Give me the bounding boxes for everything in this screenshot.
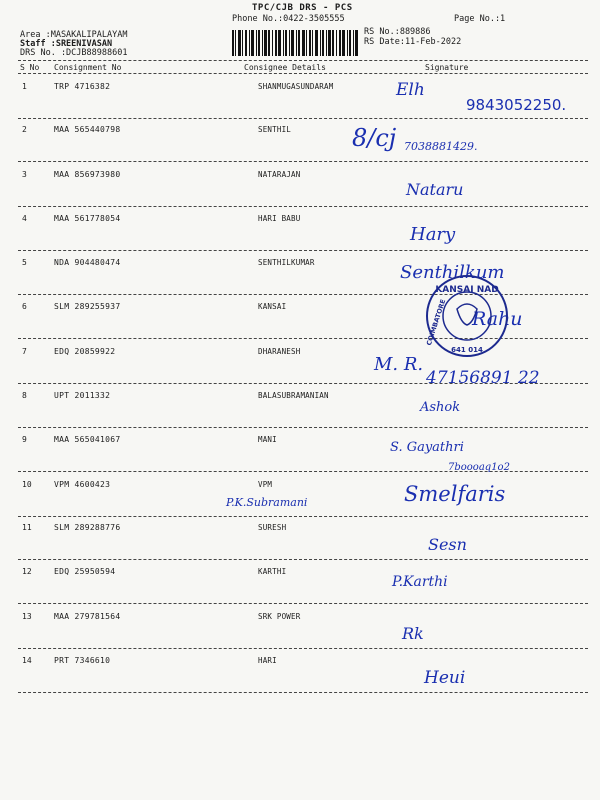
page-number: Page No.:1 [454,14,506,24]
column-header-consignee: Consignee Details [244,63,326,72]
column-header-signature: Signature [425,63,469,72]
signature-9: S. Gayathri [390,440,464,455]
row-serial-number: 10 [22,480,32,489]
row-consignment-number: UPT 2011332 [54,391,111,400]
header-divider [18,60,588,61]
row-consignment-number: MAA 565440798 [54,125,121,134]
row-serial-number: 11 [22,523,32,532]
row-serial-number: 4 [22,214,27,223]
rs-date: RS Date:11-Feb-2022 [364,37,462,47]
row-serial-number: 5 [22,258,27,267]
row-consignee-name: NATARAJAN [258,170,301,179]
row-divider [18,516,588,517]
row-consignment-number: MAA 561778054 [54,214,121,223]
row-serial-number: 8 [22,391,27,400]
barcode [232,30,358,56]
signature-12: P.Karthi [392,574,448,590]
table-row [0,170,600,210]
column-header-consignment: Consignment No [54,63,122,72]
column-header-sno: S No [20,63,40,72]
row-consignee-name: DHARANESH [258,347,301,356]
table-row [0,125,600,165]
row-consignment-number: SLM 289255937 [54,302,121,311]
row-consignee-name: VPM [258,480,273,489]
signature-8: Ashok [420,400,461,415]
table-row [0,656,600,696]
stamp-text-bottom: 641 014 [451,346,483,354]
row-divider [18,648,588,649]
row-consignee-name: MANI [258,435,277,444]
row-serial-number: 13 [22,612,32,621]
signature-5: Senthilkum [400,262,505,283]
row-consignment-number: NDA 904480474 [54,258,121,267]
row-consignment-number: SLM 289288776 [54,523,121,532]
signature-10: Smelfaris [404,482,506,506]
row-serial-number: 2 [22,125,27,134]
area-label: Area :MASAKALIPALAYAM [20,30,128,40]
document-title: TPC/CJB DRS - PCS [252,3,353,13]
row-consignee-name: SRK POWER [258,612,301,621]
signature-6: Rahu [472,308,523,330]
signature-11: Sesn [428,535,467,554]
row-divider [18,206,588,207]
table-row [0,567,600,607]
phone-note-9: 7boooaq1o2 [448,462,510,473]
phone-note-7: 47156891 22 [426,368,540,388]
signature-4: Hary [410,224,456,245]
row-consignee-name: SHANMUGASUNDARAM [258,82,334,91]
row-consignment-number: MAA 565041067 [54,435,121,444]
row-consignee-name: KARTHI [258,567,287,576]
company-stamp [424,273,510,359]
row-serial-number: 12 [22,567,32,576]
table-row [0,391,600,431]
stamp-text-top: KANSAI NAD [435,285,499,295]
stamp-text-left: COIMBATORE [424,298,448,347]
row-consignment-number: MAA 856973980 [54,170,121,179]
signature-2: 8/cj [352,124,397,152]
signature-13: Rk [402,624,424,643]
table-row [0,258,600,298]
row-divider [18,250,588,251]
rs-number: RS No.:889886 [364,27,431,37]
table-row [0,523,600,563]
signature-14: Heui [424,668,466,688]
row-divider [18,118,588,119]
row-serial-number: 9 [22,435,27,444]
row-divider [18,161,588,162]
row-consignment-number: VPM 4600423 [54,480,111,489]
row-consignment-number: PRT 7346610 [54,656,111,665]
row-consignment-number: EDQ 25950594 [54,567,116,576]
row-consignee-name: HARI [258,656,277,665]
column-header-divider [18,73,588,74]
row-serial-number: 7 [22,347,27,356]
row-consignee-name: SENTHIL [258,125,292,134]
row-consignee-name: SURESH [258,523,287,532]
phone-note-1: 9843052250. [466,96,567,114]
receiver-name-10: P.K.Subramani [226,496,308,509]
row-divider [18,603,588,604]
row-consignment-number: TRP 4716382 [54,82,111,91]
row-consignment-number: MAA 279781564 [54,612,121,621]
phone-number: Phone No.:0422-3505555 [232,14,345,24]
row-serial-number: 3 [22,170,27,179]
table-row [0,612,600,652]
row-divider [18,559,588,560]
phone-note-2: 7038881429. [404,140,478,153]
signature-3: Nataru [406,180,464,199]
signature-7: M. R. [374,354,424,375]
staff-label: Staff :SREENIVASAN [20,39,113,49]
row-divider [18,692,588,693]
row-serial-number: 6 [22,302,27,311]
drs-number: DRS No. :DCJB88988601 [20,48,128,58]
row-consignment-number: EDQ 20859922 [54,347,116,356]
row-consignee-name: HARI BABU [258,214,301,223]
row-divider [18,427,588,428]
row-consignee-name: SENTHILKUMAR [258,258,315,267]
row-consignee-name: BALASUBRAMANIAN [258,391,329,400]
table-row [0,214,600,254]
table-row [0,435,600,475]
signature-1: Elh [396,80,425,100]
row-serial-number: 14 [22,656,32,665]
row-consignee-name: KANSAI [258,302,287,311]
row-serial-number: 1 [22,82,27,91]
